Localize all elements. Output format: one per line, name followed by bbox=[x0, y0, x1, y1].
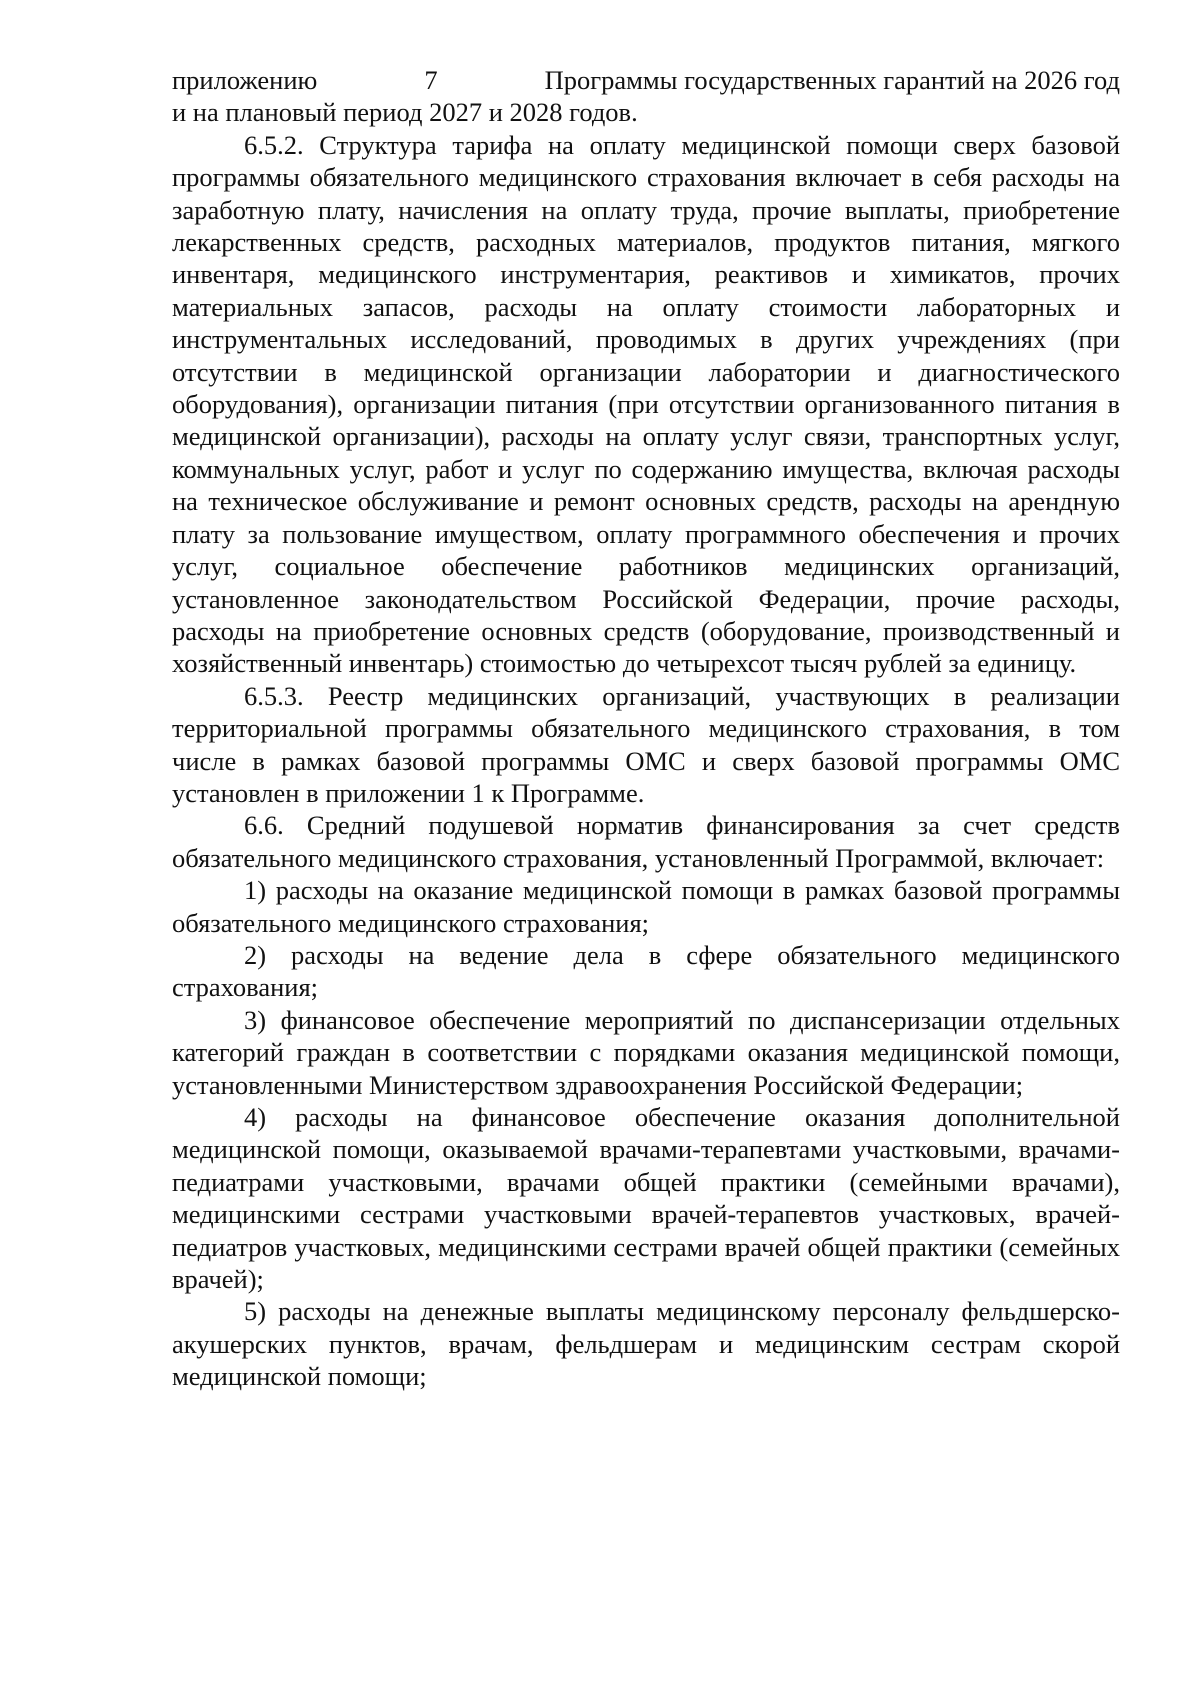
list-item-1: 1) расходы на оказание медицинской помощи в рамках базовой программы обязательного медицинского страхования; bbox=[172, 875, 1120, 938]
list-item-2: 2) расходы на ведение дела в сфере обязательного медицинского страхования; bbox=[172, 939, 1120, 1003]
continuation-rest: Программы государственных гарантий на 2026 год bbox=[544, 65, 1120, 95]
paragraph-6-6: 6.6. Средний подушевой норматив финансирования за счет средств обязательного медицинского страхования, установленный Программой, включает: bbox=[172, 810, 1120, 873]
list-item-3: 3) финансовое обеспечение мероприятий по диспансеризации отдельных категорий граждан в соответствии с порядками оказания медицинской помощи, установленными Министерством здравоохранения Российской Федерации; bbox=[172, 1004, 1120, 1100]
paragraph-6-5-2: 6.5.2. Структура тарифа на оплату медицинской помощи сверх базовой программы обязательного медицинского страхования включает в себя расходы на заработную плату, начисления на оплату труда, прочие выплаты, приобретение лекарственных средств, расходных материалов, продуктов питания, мягкого инвентаря, медицинского инструментария, реактивов и химикатов, прочих материальных запасов, расходы на оплату стоимости лабораторных и инструментальных исследований, проводимых в других учреждениях (при отсутствии в медицинской организации лаборатории и диагностического оборудования), организации питания (при отсутствии организованного питания в медицинской организации), расходы на оплату услуг связи, транспортных услуг, коммунальных услуг, работ и услуг по содержанию имущества, включая расходы на техническое обслуживание и ремонт основных средств, расходы на арендную плату за пользование имуществом, оплату программного обеспечения и прочих услуг, социальное обеспечение работников медицинских организаций, установленное законодательством Российской Федерации, прочие расходы, расходы на приобретение основных средств (оборудование, производственный и хозяйственный инвентарь) стоимостью до четырехсот тысяч рублей за единицу. bbox=[172, 129, 1120, 679]
paragraph-6-5-3: 6.5.3. Реестр медицинских организаций, участвующих в реализации территориальной программы обязательного медицинского страхования, в том числе в рамках базовой программы ОМС и сверх базовой программы ОМС установлен в приложении 1 к Программе. bbox=[172, 680, 1120, 808]
continuation-line-1 bbox=[172, 64, 1120, 96]
continuation-line-2: и на плановый период 2027 и 2028 годов. bbox=[172, 97, 638, 128]
list-item-4: 4) расходы на финансовое обеспечение оказания дополнительной медицинской помощи, оказываемой врачами-терапевтами участковыми, врачами-педиатрами участковыми, врачами общей практики (семейными врачами), медицинскими сестрами участковыми врачей-терапевтов участковых, врачей-педиатров участковых, медицинскими сестрами врачей общей практики (семейных врачей); bbox=[172, 1102, 1120, 1295]
continuation-word: приложению bbox=[172, 65, 318, 95]
document-body bbox=[172, 64, 1120, 1393]
list-item-5: 5) расходы на денежные выплаты медицинскому персоналу фельдшерско-акушерских пунктов, врачам, фельдшерам и медицинским сестрам скорой медицинской помощи; bbox=[172, 1296, 1120, 1392]
appendix-number: 7 bbox=[424, 65, 438, 95]
